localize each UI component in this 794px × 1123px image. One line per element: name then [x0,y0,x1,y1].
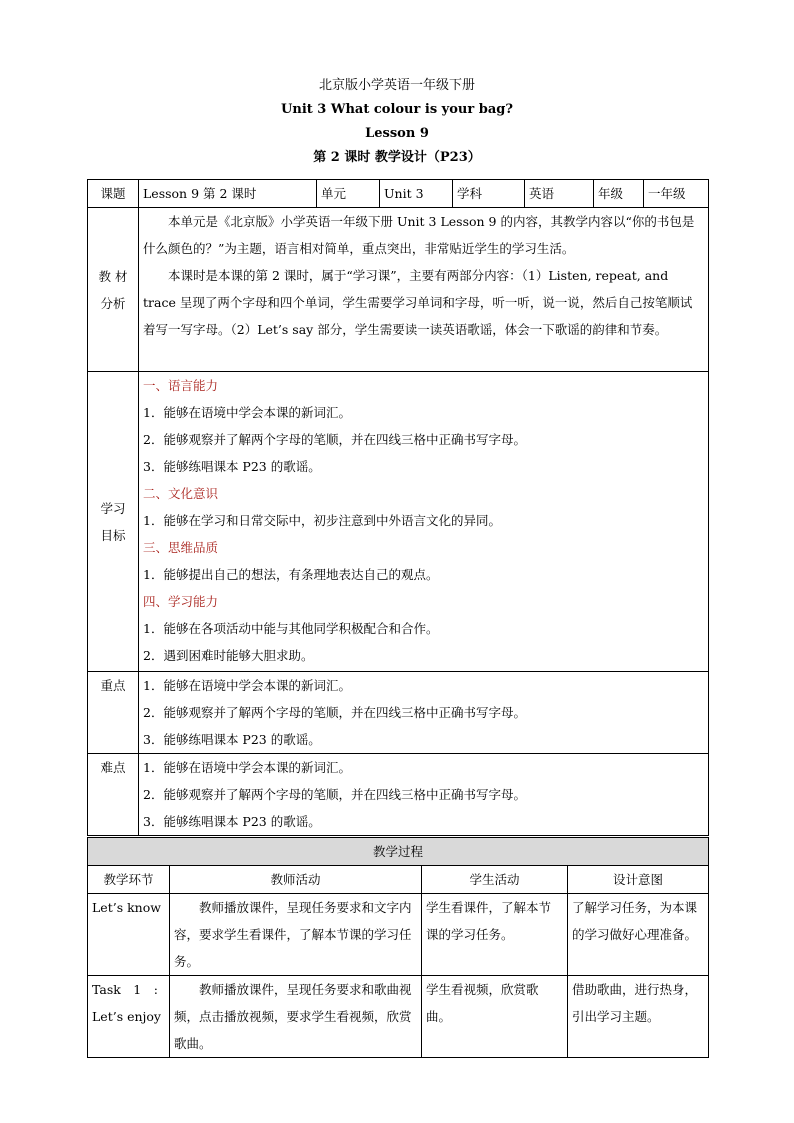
objective-heading: 三、思维品质 [143,540,219,555]
analysis-paragraph-1: 本单元是《北京版》小学英语一年级下册 Unit 3 Lesson 9 的内容，其教学内容以“你的书包是什么颜色的？”为主题，语言相对简单，重点突出，非常贴近学生的学习生活。 [143,214,695,256]
objective-item: 1．能够在语境中学会本课的新词汇。 [143,405,351,420]
lesson-title: Lesson 9 [365,126,429,141]
process-header-row [88,866,709,894]
topic-value: Lesson 9 第 2 课时 [139,180,317,208]
document-title-block [0,74,794,170]
key-points-row [88,672,709,754]
subject-label: 学科 [453,180,525,208]
objective-item: 1．能够提出自己的想法，有条理地表达自己的观点。 [143,567,439,582]
key-point-item: 2．能够观察并了解两个字母的笔顺，并在四线三格中正确书写字母。 [143,705,526,720]
step-line-2: Let’s enjoy [92,1009,161,1024]
grade-value: 一年级 [644,180,709,208]
design-intent-cell: 了解学习任务，为本课的学习做好心理准备。 [568,894,709,976]
analysis-content [139,208,709,372]
header-step: 教学环节 [88,866,170,894]
analysis-label-line-2: 分析 [100,295,126,311]
teacher-activity-cell: 教师播放课件，呈现任务要求和歌曲视频，点击播放视频，要求学生看视频，欣赏歌曲。 [170,976,422,1058]
analysis-label-line-1: 教 材 [98,268,128,284]
grade-label: 年级 [594,180,644,208]
key-point-item: 1．能够在语境中学会本课的新词汇。 [143,678,351,693]
objectives-label-line-2: 目标 [100,527,126,543]
unit-value: Unit 3 [380,180,453,208]
step-cell [88,976,170,1058]
key-points-label: 重点 [88,672,139,754]
difficulty-item: 1．能够在语境中学会本课的新词汇。 [143,760,351,775]
teacher-activity-cell: 教师播放课件，呈现任务要求和文字内容，要求学生看课件，了解本节课的学习任务。 [170,894,422,976]
objective-heading: 一、语言能力 [143,378,219,393]
process-title-row [88,838,709,866]
session-title: 第 2 课时 教学设计（P23） [313,150,481,165]
objectives-label-line-1: 学习 [100,500,126,516]
header-design-intent: 设计意图 [568,866,709,894]
process-row-task-1 [88,976,709,1058]
process-title: 教学过程 [88,838,709,866]
design-intent-cell: 借助歌曲，进行热身，引出学习主题。 [568,976,709,1058]
analysis-label [88,208,139,372]
step-cell: Let’s know [88,894,170,976]
objectives-row [88,372,709,672]
objective-item: 2．能够观察并了解两个字母的笔顺，并在四线三格中正确书写字母。 [143,432,526,447]
difficulty-item: 2．能够观察并了解两个字母的笔顺，并在四线三格中正确书写字母。 [143,787,526,802]
key-points-content [139,672,709,754]
teaching-process-table [87,837,709,1058]
unit-title: Unit 3 What colour is your bag? [281,102,513,117]
topic-label: 课题 [88,180,139,208]
objective-item: 1．能够在各项活动中能与其他同学积极配合和合作。 [143,621,439,636]
header-student-activity: 学生活动 [422,866,568,894]
process-row-lets-know [88,894,709,976]
analysis-row [88,208,709,372]
lesson-plan-table [87,179,709,836]
objective-item: 3．能够练唱课本 P23 的歌谣。 [143,459,321,474]
objective-heading: 二、文化意识 [143,486,219,501]
objective-item: 2．遇到困难时能够大胆求助。 [143,648,314,663]
subject-value: 英语 [525,180,594,208]
student-activity-cell: 学生看视频，欣赏歌曲。 [422,976,568,1058]
info-row [88,180,709,208]
objectives-label [88,372,139,672]
header-teacher-activity: 教师活动 [170,866,422,894]
student-activity-cell: 学生看课件，了解本节课的学习任务。 [422,894,568,976]
step-line-1: Task 1 : [92,982,158,997]
objective-heading: 四、学习能力 [143,594,219,609]
book-title: 北京版小学英语一年级下册 [318,78,475,93]
key-point-item: 3．能够练唱课本 P23 的歌谣。 [143,732,321,747]
objective-item: 1．能够在学习和日常交际中，初步注意到中外语言文化的异同。 [143,513,501,528]
difficulties-row [88,754,709,836]
objectives-content [139,372,709,672]
analysis-paragraph-2: 本课时是本课的第 2 课时，属于“学习课”，主要有两部分内容：（1）Listen, repeat, and trace 呈现了两个字母和四个单词，学生需要学习单词和字母，听一听，说一说，然后自己按笔顺试着写一写字母。（2）Let’s say 部分，学生需要读一读英语歌谣，体会一下歌谣的韵律和节奏。 [143,268,693,337]
unit-label: 单元 [317,180,380,208]
difficulties-content [139,754,709,836]
difficulty-item: 3．能够练唱课本 P23 的歌谣。 [143,814,321,829]
difficulties-label: 难点 [88,754,139,836]
